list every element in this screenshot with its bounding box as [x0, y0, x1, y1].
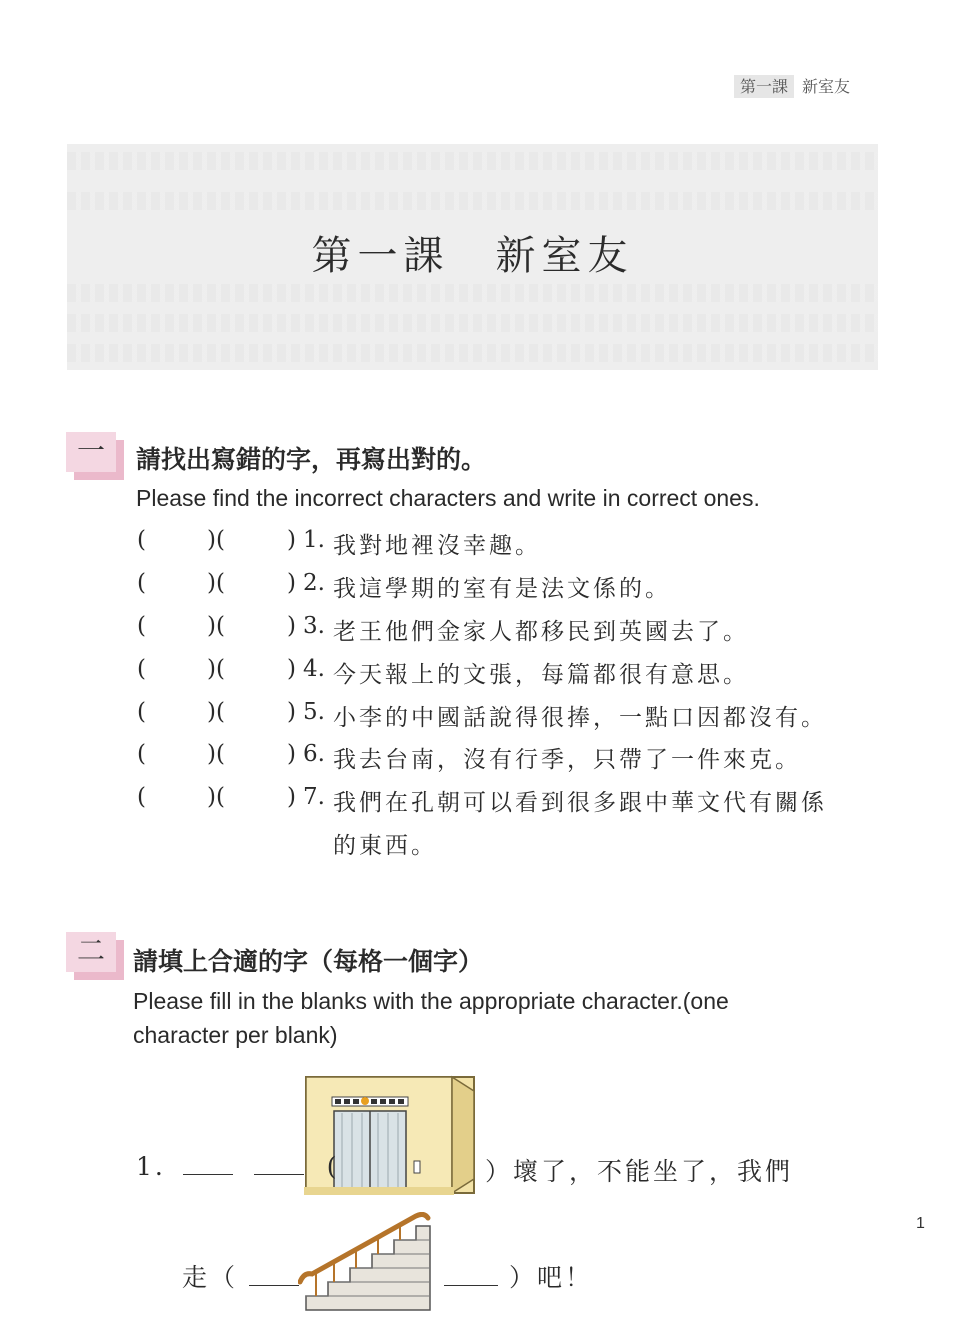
- answer-paren-1-close-2-open: )(: [207, 570, 225, 596]
- banner-texture: [67, 344, 878, 362]
- banner-texture: [67, 284, 878, 302]
- section-1-title-zh: 請找出寫錯的字，再寫出對的。: [136, 445, 487, 474]
- item-sentence: 今天報上的文張，每篇都很有意思。: [333, 662, 749, 688]
- answer-paren-1-close-2-open: )(: [207, 699, 225, 725]
- section-1-marker: 一: [66, 432, 116, 472]
- fill-question-1-line2-tail: [444, 1258, 593, 1294]
- item-number: 3.: [303, 613, 325, 639]
- banner-texture: [67, 192, 878, 210]
- item-sentence: 我對地裡沒幸趣。: [333, 533, 541, 559]
- fill-question-1-line2: [182, 1258, 299, 1294]
- answer-paren-1-close-2-open: )(: [207, 784, 225, 810]
- answer-blank[interactable]: [183, 1156, 233, 1175]
- answer-paren-1-open: (: [137, 784, 146, 810]
- answer-paren-2-close: ): [287, 613, 296, 639]
- answer-paren-2-close: ): [287, 527, 296, 553]
- answer-paren-1-open: (: [137, 656, 146, 682]
- section-2-marker: 二: [66, 932, 116, 972]
- item-number: 4.: [303, 656, 325, 682]
- answer-paren-1-open: (: [137, 570, 146, 596]
- answer-paren-1-open: (: [137, 741, 146, 767]
- running-header-title: 新室友: [802, 77, 851, 96]
- answer-paren-2-close: ): [287, 699, 296, 725]
- lesson-title: 第一課 新室友: [311, 233, 634, 279]
- answer-paren-2-close: ): [287, 570, 296, 596]
- banner-texture: [67, 314, 878, 332]
- item-number: 5.: [303, 699, 325, 725]
- item-sentence: 老王他們金家人都移民到英國去了。: [333, 619, 749, 645]
- answer-blank[interactable]: [249, 1267, 299, 1286]
- item-sentence: 小李的中國話說得很捧，一點口因都沒有。: [333, 705, 827, 731]
- item-number: 1.: [303, 527, 325, 553]
- item-sentence-continuation: 的東西。: [333, 833, 437, 859]
- page-number: 1: [916, 1215, 925, 1232]
- fill-question-1: [136, 1152, 339, 1181]
- banner-texture: [67, 152, 878, 170]
- answer-paren-1-close-2-open: )(: [207, 527, 225, 553]
- answer-paren-2-close: ): [287, 656, 296, 682]
- answer-paren-1-open: (: [137, 613, 146, 639]
- item-number: 2.: [303, 570, 325, 596]
- question-number: 1.: [136, 1152, 166, 1181]
- line2-after: ）吧！: [508, 1263, 593, 1292]
- answer-blank[interactable]: [254, 1156, 304, 1175]
- lesson-title-banner: [67, 144, 878, 370]
- section-2-title-zh: 請填上合適的字（每格一個字）: [133, 947, 484, 976]
- item-sentence: 我們在孔朝可以看到很多跟中華文代有關係: [333, 790, 827, 816]
- answer-blank[interactable]: [444, 1267, 498, 1286]
- running-header: [734, 74, 850, 97]
- answer-paren-1-open: (: [137, 699, 146, 725]
- answer-paren-2-close: ): [287, 741, 296, 767]
- answer-paren-1-close-2-open: )(: [207, 656, 225, 682]
- answer-paren-1-close-2-open: )(: [207, 741, 225, 767]
- running-header-lesson: 第一課: [734, 75, 794, 98]
- section-2-title-en-line1: Please fill in the blanks with the appropriate character.(one: [133, 988, 729, 1014]
- section-1-title-en: Please find the incorrect characters and write in correct ones.: [136, 485, 760, 511]
- stairs-picture: [298, 1212, 438, 1314]
- item-number: 6.: [303, 741, 325, 767]
- item-sentence: 我這學期的室有是法文係的。: [333, 576, 671, 602]
- fill-question-1-tail: ）壞了，不能坐了，我們: [485, 1157, 794, 1186]
- answer-paren-2-close: ): [287, 784, 296, 810]
- open-paren: (: [326, 1152, 340, 1181]
- item-sentence: 我去台南，沒有行季，只帶了一件來克。: [333, 747, 801, 773]
- answer-paren-1-close-2-open: )(: [207, 613, 225, 639]
- answer-paren-1-open: (: [137, 527, 146, 553]
- item-number: 7.: [303, 784, 325, 810]
- section-2-title-en-line2: character per blank): [133, 1022, 338, 1048]
- line2-before: 走（: [182, 1263, 239, 1292]
